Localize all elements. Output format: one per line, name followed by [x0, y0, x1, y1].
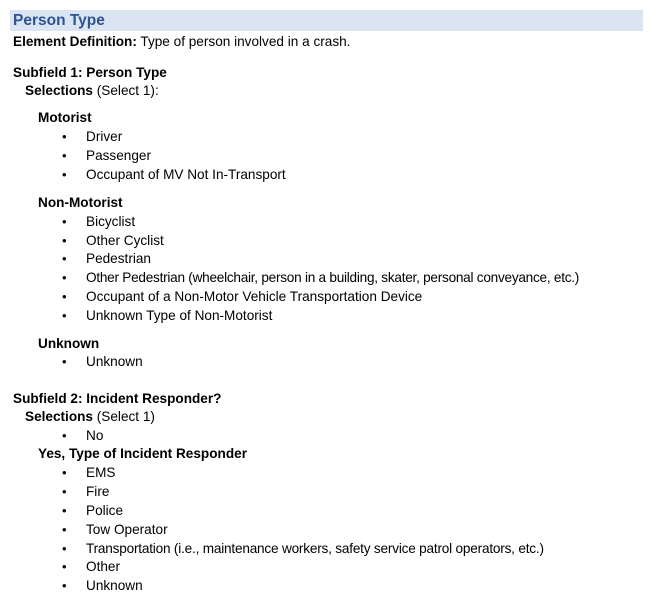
bullet-icon: •: [62, 465, 67, 480]
bullet-icon: •: [62, 148, 67, 163]
group-heading-non-motorist: Non-Motorist: [38, 195, 123, 210]
subfield-2-heading: Subfield 2: Incident Responder?: [13, 391, 222, 406]
bullet-icon: •: [62, 270, 67, 285]
page-title: Person Type: [13, 12, 105, 29]
element-definition-label: Element Definition:: [13, 34, 137, 49]
bullet-icon: •: [62, 522, 67, 537]
bullet-icon: •: [62, 428, 67, 443]
bullet-icon: •: [62, 503, 67, 518]
selections-label: Selections: [25, 409, 93, 424]
bullet-icon: •: [62, 578, 67, 593]
group-heading-unknown: Unknown: [38, 336, 100, 351]
group-heading-motorist: Motorist: [38, 110, 92, 125]
bullet-icon: •: [62, 167, 67, 182]
bullet-icon: •: [62, 484, 67, 499]
element-definition: [13, 33, 350, 52]
bullet-icon: •: [62, 289, 67, 304]
bullet-icon: •: [62, 541, 67, 556]
subfield-1-heading: Subfield 1: Person Type: [13, 65, 167, 80]
subfield-2-selections: [25, 408, 155, 427]
bullet-icon: •: [62, 559, 67, 574]
selections-label: Selections: [25, 83, 93, 98]
bullet-icon: •: [62, 129, 67, 144]
element-definition-text: Type of person involved in a crash.: [136, 34, 351, 49]
bullet-icon: •: [62, 251, 67, 266]
title-bar: [10, 10, 643, 31]
bullet-icon: •: [62, 354, 67, 369]
selections-note: (Select 1):: [93, 83, 159, 98]
bullet-icon: •: [62, 214, 67, 229]
selections-note: (Select 1): [93, 409, 155, 424]
document-page: Person Type Element Definition: Type of person involved in a crash. Subfield 1: Person Type Selections (Select 1): Motorist • Driver • Passenger • Occupant of MV Not In-Transport Non-Motorist • Bicyclist • Other Cyclist • Pedestrian • Other Pedestrian (wheelchair, person in a building, skater, personal conveyance, etc.) • Occupant of a Non-Motor Vehicle Transportation Device • Unknown Type of Non-Motorist Unknown • Unknown Subfield 2: Incident Responder? Selections (Select 1) • No Yes, Type of Incident Responder • EMS • Fire • Police • Tow Operator • Transportation (i.e., maintenance workers, safety service patrol operators, etc.) • Other • Unknown: [0, 0, 652, 600]
bullet-icon: •: [62, 233, 67, 248]
bullet-icon: •: [62, 308, 67, 323]
subfield-1-selections: [25, 82, 159, 101]
group-heading-incident-responder: Yes, Type of Incident Responder: [38, 446, 247, 461]
